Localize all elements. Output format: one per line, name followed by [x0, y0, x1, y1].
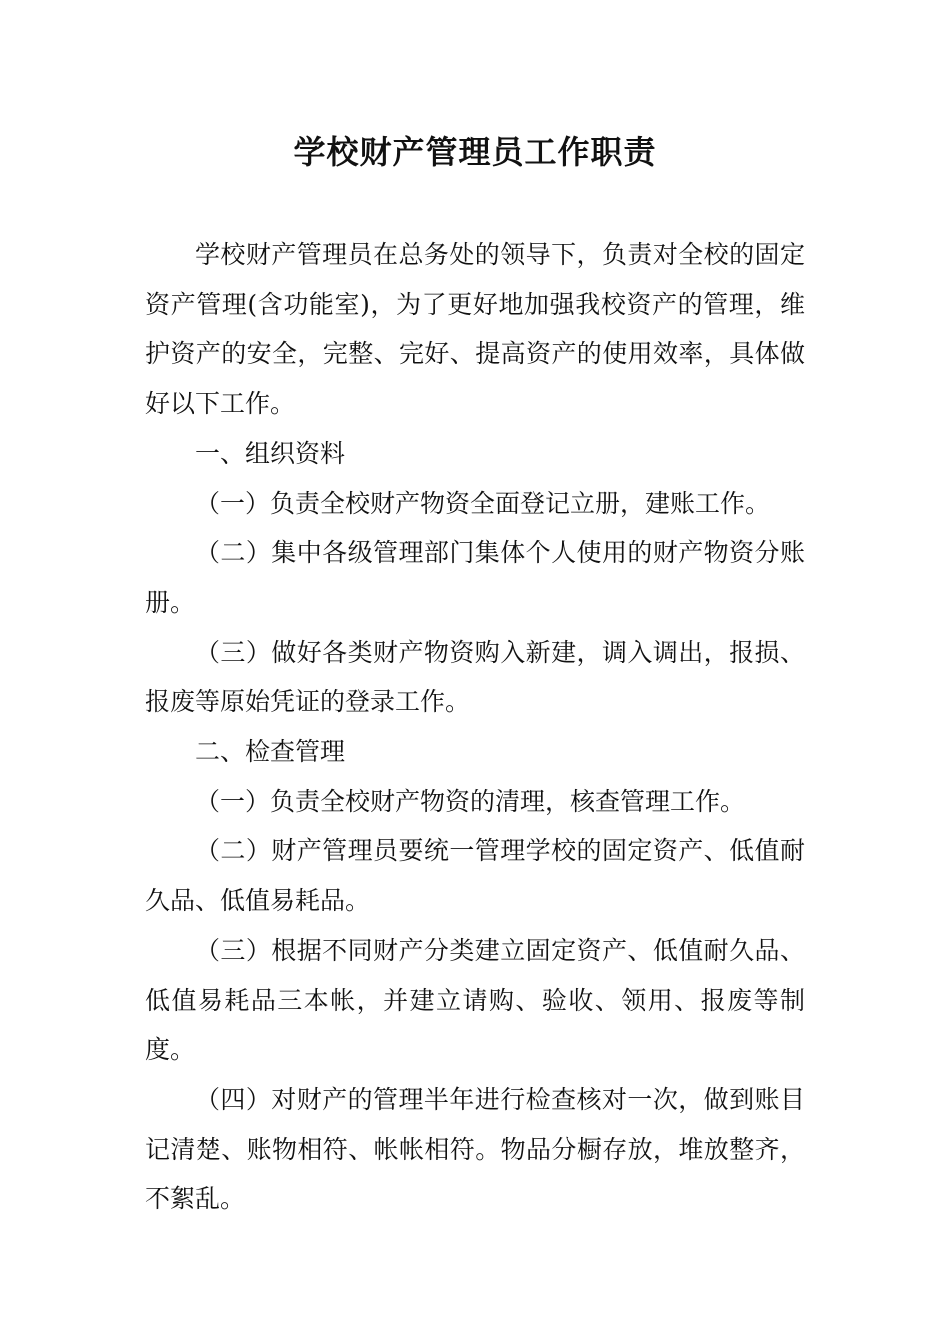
paragraph-item: （三）根据不同财产分类建立固定资产、低值耐久品、低值易耗品三本帐，并建立请购、验收、领用、报废等制度。 [145, 935, 805, 1065]
paragraph-item: （二）财产管理员要统一管理学校的固定资产、低值耐久品、低值易耗品。 [145, 836, 805, 916]
paragraph-item: （四）对财产的管理半年进行检查核对一次，做到账目记清楚、账物相符、帐帐相符。物品分橱存放，堆放整齐，不絮乱。 [145, 1084, 805, 1214]
paragraph-item: （二）集中各级管理部门集体个人使用的财产物资分账册。 [145, 538, 805, 617]
paragraph-item: （一）负责全校财产物资全面登记立册，建账工作。 [195, 488, 771, 518]
section-heading-inspection: 二、检查管理 [195, 737, 346, 767]
paragraph-item: （三）做好各类财产物资购入新建，调入调出，报损、报废等原始凭证的登录工作。 [145, 637, 805, 717]
intro-paragraph: 学校财产管理员在总务处的领导下，负责对全校的固定资产管理(含功能室)，为了更好地加强我校资产的管理，维护资产的安全，完整、完好、提高资产的使用效率，具体做好以下工作。 [145, 240, 805, 419]
section-heading-organize: 一、组织资料 [195, 438, 346, 468]
document-body [145, 230, 805, 1224]
paragraph-item: （一）负责全校财产物资的清理，核查管理工作。 [195, 786, 746, 816]
document-title: 学校财产管理员工作职责 [293, 133, 657, 171]
